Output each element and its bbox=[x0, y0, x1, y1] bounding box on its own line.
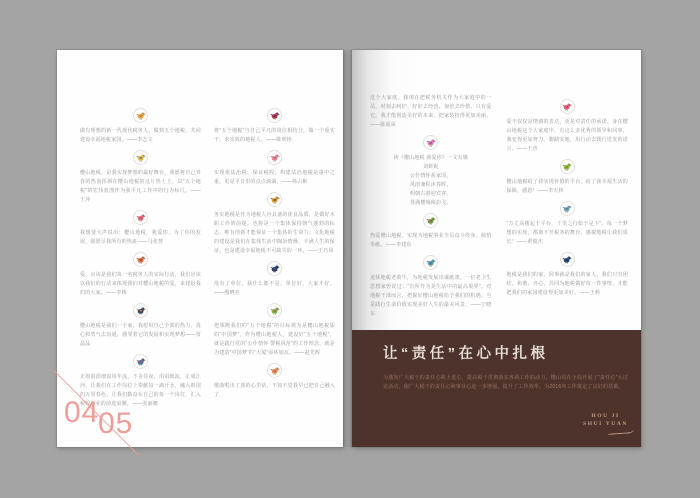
quote-text: “万丈高楼起于平台，千里之行始于足下”。每一个梦想的实现，都离不开税务的舞台，感谢地税让我们成长！——黄俊杰 bbox=[506, 221, 628, 245]
yellow-bird-icon bbox=[133, 108, 148, 123]
poem-block bbox=[370, 154, 492, 208]
quote-text: 退休地税老黄牛，为地税发展出谋献策。一位老卫生思想家曾说过：“有所作为是生活中的最高境界”，对地税干部而言，把握好樱山地税给予我们的机遇，当是践行生命价值实现美好人生的最美风景。——宁晓东 bbox=[370, 275, 492, 317]
quote-text: 歌曲唱出了我的心里话，不知不觉我早已把自己融入了 bbox=[214, 383, 335, 398]
dark-blue-bird-icon bbox=[560, 252, 575, 267]
right-page-columns bbox=[370, 94, 628, 322]
quote-text: 实现依法治税，保证税收，构建法治地税是重中之重，更是平日里的点点滴滴。——韩占彬 bbox=[214, 170, 335, 185]
quote-text: 没有了单位，我什么都不是，单位好，大家才好。——殷晓亮 bbox=[214, 281, 335, 296]
poem-line: 明朝古港迎宾客， bbox=[409, 191, 452, 197]
poem-line: 风雨兼程沐春晖， bbox=[409, 182, 452, 188]
magenta-bird-icon bbox=[423, 135, 438, 150]
quote-text: 地税是我们的家，同事就是我们的家人，我们只有团结、和谐、齐心，共同为地税做好每一件事情，才能把我们的家园建设得更加美好。——王莉 bbox=[506, 272, 628, 296]
logo-line-2: SHUI YUAN bbox=[583, 421, 628, 427]
yellow-blue-bird-icon bbox=[133, 150, 148, 165]
lime-bird-icon bbox=[560, 159, 575, 174]
quote-column bbox=[80, 103, 201, 412]
quote-text: 正如涓涓细流每年流，不舍昼夜，涓涓细流，汇成江河，让我们在工作岗位上奉献每一滴汗水，融入祖国的万里春色，让我们勤奋在自己的每一个岗位，汇入税收事业的前进浪潮。——张丽娜 bbox=[80, 374, 201, 407]
banner-title: 让“责任”在心中扎根 bbox=[383, 346, 549, 362]
quote-text: 我想要大声说出：樱山地税，我爱你，为了你的发展，我愿尽我所有的热血——马张慧 bbox=[80, 230, 201, 245]
teal-bird-icon bbox=[423, 255, 438, 270]
right-page bbox=[352, 50, 641, 447]
red-navy-bird-icon bbox=[267, 108, 282, 123]
quote-text: 做有理想的新一代现代税务人，做到五个地税，共同建设幸福地税家园。——李志文 bbox=[80, 128, 201, 143]
quote-text: 爱不仅仅是情感的表达，更是对责任的承诺。身在樱山地税这个大家庭中，有这么多优秀的领导和同事，我变得更加努力、脚踏实地，用行动去践行迸发的诺言。——王青 bbox=[506, 119, 628, 152]
banner-body-text: 为激发广大税干的责任心和上进心，提高税干贯彻落实各项工作的动力，樱山局在全局开展了“责任心”大讨论活动，使广大税干的责任心和事业心进一步增强，提升了工作效率，为2016年工作奠定了良好的基础。 bbox=[383, 375, 628, 390]
page-number-04: 04 bbox=[64, 396, 100, 429]
poem-line: 誉满樱城税韵飞。 bbox=[409, 200, 452, 206]
green-bird-icon bbox=[423, 213, 438, 228]
pink-bird-icon bbox=[133, 210, 148, 225]
quote-text: 樱山地税是我们一个家，我愿用自己全部的热力、真心和勇气去沟通，感受着它的发展和实现梦想——贾晶晶 bbox=[80, 323, 201, 347]
rose-bird-icon bbox=[267, 150, 282, 165]
poem-author: 刘妍妮 bbox=[422, 164, 439, 170]
tangerine-bird-icon bbox=[267, 363, 282, 378]
quote-text: 务实地税是作为地税人应具备的优良品质，是做好本职工作的前提，也将是一个集体保持朝气蓬勃的标志，唯有创新才能保证一个集体的生命力；文化地税的建设是我们在集体生活中陶冶情操、丰满人生的保证，也是建设幸福地税不可缺失的一环。——王巧凤 bbox=[214, 212, 335, 254]
quote-column bbox=[214, 103, 335, 412]
quote-column bbox=[370, 94, 492, 322]
responsibility-banner bbox=[352, 330, 641, 447]
coral-bird-icon bbox=[560, 99, 575, 114]
page-number-05: 05 bbox=[98, 407, 134, 440]
quote-text: 热爱樱山地税，实现为地税事业全员奋斗终身，倾情奉献。——李建东 bbox=[370, 233, 492, 248]
houji-shuiyuan-logo bbox=[583, 412, 628, 434]
quote-text: 将“五个地税”与自己平凡的岗位相结合，做一个重实干、求实效的地税人。——陈明艳 bbox=[214, 128, 335, 143]
left-page-columns bbox=[80, 103, 335, 412]
poem-line: 公仆情怀系家国， bbox=[409, 173, 452, 179]
golden-bird-icon bbox=[267, 192, 282, 207]
logo-flourish bbox=[608, 428, 634, 435]
quote-text: 这个大家庭。我现在把税务机关作为大家庭中的一员，时刻去呵护、好好去经营、加倍去珍惜，只有爱它，我才能创造美好的未来，把家装扮得更加美丽。——陈福荣 bbox=[370, 95, 492, 128]
spine-gap bbox=[343, 50, 352, 447]
quote-column bbox=[507, 94, 629, 322]
blue-red-bird-icon bbox=[133, 354, 148, 369]
navy-bird-icon bbox=[267, 261, 282, 276]
poem-title: 读《樱山地税 我爱你》一文有感 bbox=[393, 155, 468, 161]
quote-text: 樱山地税，是我实现梦想的最好舞台，我愿将自己青春的热血挥洒在樱山地税的这片热土上，以“五个地税”的宏伟蓝图作为我平凡工作中的行为标尺。——王萍 bbox=[80, 170, 201, 203]
quote-text: 爱，应该是我们每一名税务人的实际行动，我们应该以我们的行动来体现我们对樱山地税的爱，来建设我们的大家。——李梅 bbox=[80, 272, 201, 296]
left-page bbox=[57, 50, 343, 447]
navy-orange-bird-icon bbox=[133, 303, 148, 318]
orange-bird-icon bbox=[133, 252, 148, 267]
steel-blue-bird-icon bbox=[560, 201, 575, 216]
green-red-bird-icon bbox=[267, 303, 282, 318]
quote-text: 樱山地税给了我实现价值的平台，给了我幸福生活的保障，感恩！——李天林 bbox=[506, 179, 628, 194]
quote-text: 把领跑我们的“五个地税”的目标视为是樱山地税版的“中国梦”，作为樱山地税人，建设好“五个地税”，就是践行党的“公仆情怀 警税风范”的工作理念，就是为建造“中国梦”的“大厦”添砖加瓦。——赵光辉 bbox=[214, 323, 335, 356]
logo-line-1: HOU JI bbox=[591, 413, 620, 419]
